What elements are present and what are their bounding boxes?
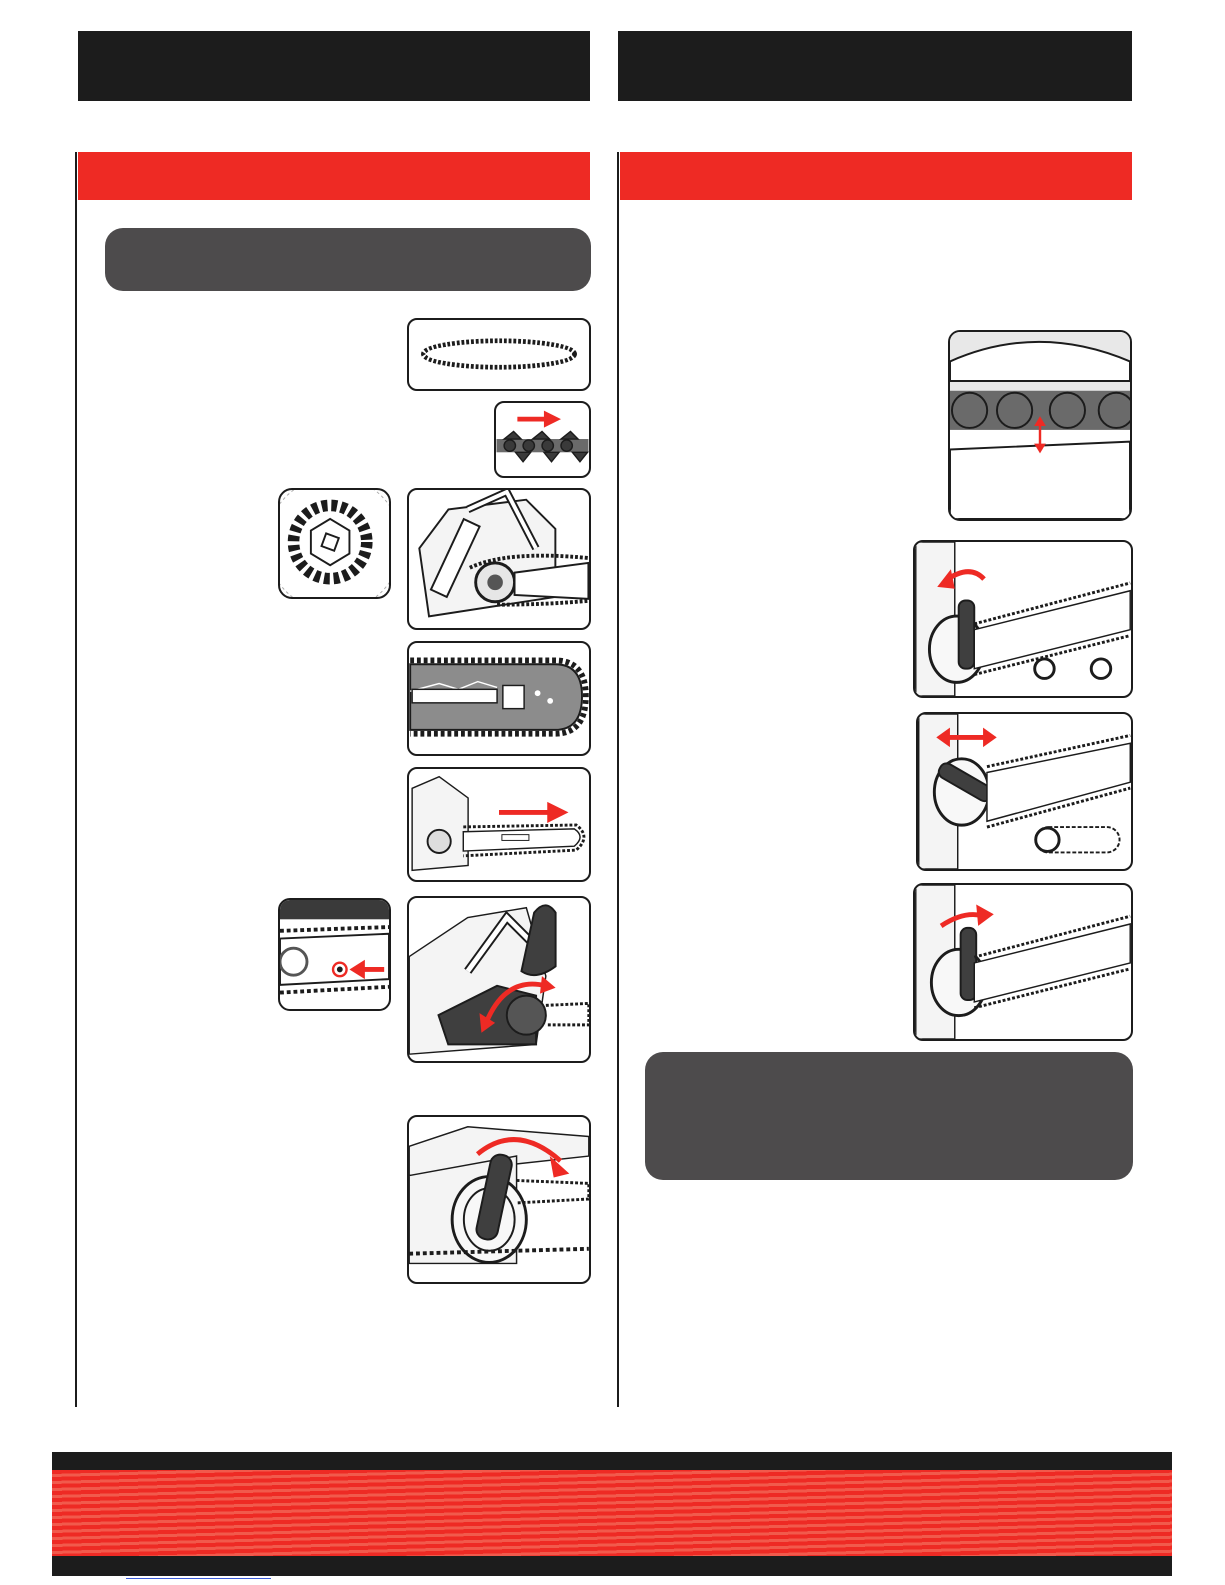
- tension-pin-icon: [280, 900, 389, 1009]
- lever-lock-icon: [915, 885, 1131, 1039]
- guide-bar-figure: [407, 641, 591, 756]
- chain-loop-icon: [409, 320, 589, 389]
- chain-on-sprocket-figure: [407, 488, 591, 630]
- header-bar-right: [618, 31, 1132, 101]
- section-bar-right: [620, 152, 1132, 200]
- bar-slide-forward-figure: [407, 767, 591, 882]
- section-bar-left: [78, 152, 590, 200]
- header-bar-left: [78, 31, 590, 101]
- chain-slack-figure: [948, 330, 1132, 521]
- sprocket-closeup-figure: [278, 488, 391, 599]
- column-rule-right: [617, 152, 619, 1407]
- note-box-right: [645, 1052, 1133, 1180]
- lever-unlock-icon: [915, 542, 1131, 696]
- slack-measure-icon: [950, 332, 1130, 519]
- footer-bar: [52, 1452, 1172, 1576]
- chain-direction-figure: [494, 401, 591, 478]
- chain-loop-figure: [407, 318, 591, 391]
- lever-lock-figure: [913, 883, 1133, 1041]
- tension-adjust-icon: [918, 714, 1131, 869]
- knob-lock-icon: [409, 1117, 589, 1282]
- column-rule-left: [75, 152, 77, 1407]
- tension-adjust-figure: [916, 712, 1133, 871]
- footer-stripes: [52, 1470, 1172, 1556]
- chainsaw-body-icon: [409, 490, 589, 628]
- note-box-left: [105, 228, 591, 291]
- cover-rotate-icon: [409, 898, 589, 1061]
- sprocket-icon: [280, 490, 389, 597]
- knob-lock-figure: [407, 1115, 591, 1284]
- tension-pin-closeup-figure: [278, 898, 391, 1011]
- guide-bar-icon: [409, 643, 589, 754]
- cover-knob-rotate-figure: [407, 896, 591, 1063]
- footer-link-underline[interactable]: [126, 1578, 271, 1579]
- bar-slide-icon: [409, 769, 589, 880]
- lever-unlock-figure: [913, 540, 1133, 698]
- chain-direction-icon: [496, 403, 589, 476]
